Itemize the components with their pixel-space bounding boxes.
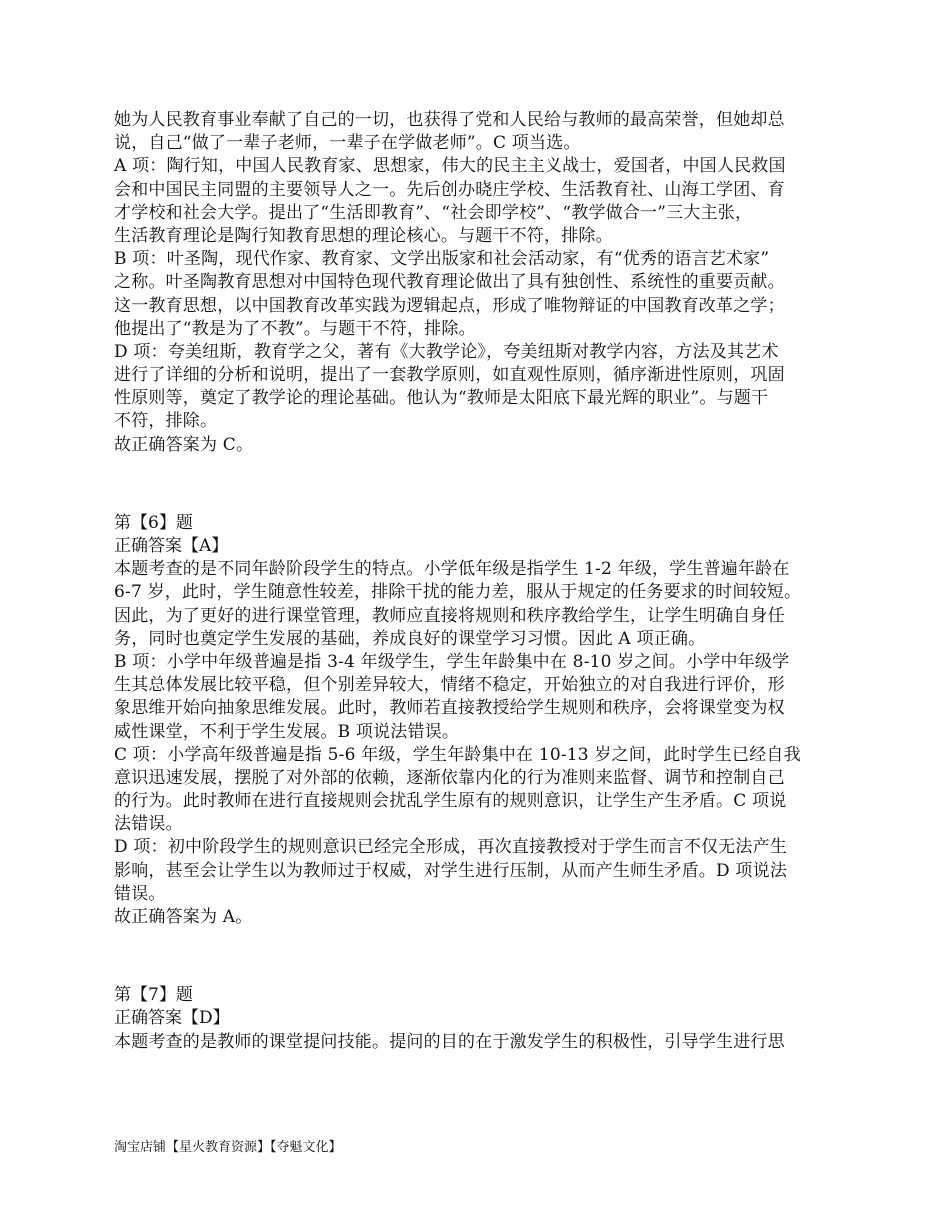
paragraph-line: B 项：叶圣陶，现代作家、教育家、文学出版家和社会活动家，有“优秀的语言艺术家” xyxy=(114,249,770,270)
section-gap xyxy=(114,457,840,512)
section-gap xyxy=(114,929,840,984)
paragraph-line: 不符，排除。 xyxy=(114,411,218,432)
paragraph-line: 法错误。 xyxy=(114,814,183,835)
paragraph-line: D 项：夸美纽斯，教育学之父，著有《大教学论》，夸美纽斯对教学内容，方法及其艺术 xyxy=(114,341,779,362)
paragraph-line: 本题考查的是不同年龄阶段学生的特点。小学低年级是指学生 1-2 年级，学生普遍年龄在 xyxy=(114,559,790,580)
paragraph-line: 务，同时也奠定学生发展的基础，养成良好的课堂学习习惯。因此 A 项正确。 xyxy=(114,628,706,649)
question-7 xyxy=(114,984,840,1054)
paragraph-line: 的行为。此时教师在进行直接规则会扰乱学生原有的规则意识，让学生产生矛盾。C 项说 xyxy=(114,791,787,812)
paragraph-line: C 项：小学高年级普遍是指 5-6 年级，学生年龄集中在 10-13 岁之间，此时学生已经自我 xyxy=(114,744,801,765)
paragraph-line: 意识迅速发展，摆脱了对外部的依赖，逐渐依靠内化的行为准则来监督、调节和控制自己 xyxy=(114,767,785,788)
paragraph-line: 她为人民教育事业奉献了自己的一切，也获得了党和人民给与教师的最高荣誉，但她却总 xyxy=(114,110,785,130)
paragraph-line: 性原则等，奠定了教学论的理论基础。他认为“教师是太阳底下最光辉的职业”。与题干 xyxy=(114,388,769,409)
paragraph-line: 象思维开始向抽象思维发展。此时，教师若直接教授给学生规则和秩序，会将课堂变为权 xyxy=(114,698,785,719)
paragraph-line: 他提出了“教是为了不教”。与题干不符，排除。 xyxy=(114,318,476,339)
paragraph-line: 威性课堂，不利于学生发展。B 项说法错误。 xyxy=(114,721,460,742)
correct-answer: 正确答案【A】 xyxy=(114,536,229,556)
final-answer-line: 故正确答案为 C。 xyxy=(114,434,254,455)
paragraph-line: 影响，甚至会让学生以为教师过于权威，对学生进行压制，从而产生师生矛盾。D 项说法 xyxy=(114,860,788,881)
paragraph-line: 才学校和社会大学。提出了“生活即教育”、“社会即学校”、“教学做合一”三大主张， xyxy=(114,202,753,223)
paragraph-line: 进行了详细的分析和说明，提出了一套教学原则，如直观性原则，循序渐进性原则，巩固 xyxy=(114,365,785,386)
paragraph-line: 会和中国民主同盟的主要领导人之一。先后创办晓庄学校、生活教育社、山海工学团、育 xyxy=(114,179,785,200)
paragraph-line: 之称。叶圣陶教育思想对中国特色现代教育理论做出了具有独创性、系统性的重要贡献。 xyxy=(114,272,785,293)
paragraph-line: 6-7 岁，此时，学生随意性较差，排除干扰的能力差，服从于规定的任务要求的时间较短。 xyxy=(114,582,802,603)
paragraph-line: 错误。 xyxy=(114,883,166,904)
paragraph-line: 说，自己“做了一辈子老师，一辈子在学做老师”。C 项当选。 xyxy=(114,133,581,154)
question-title: 第【7】题 xyxy=(114,985,193,1006)
question-title: 第【6】题 xyxy=(114,512,193,533)
q5-continuation xyxy=(114,109,840,457)
document-body xyxy=(114,109,840,1054)
question-6 xyxy=(114,512,840,929)
paragraph-line: 生其总体发展比较平稳，但个别差异较大，情绪不稳定，开始独立的对自我进行评价，形 xyxy=(114,675,785,696)
final-answer-line: 故正确答案为 A。 xyxy=(114,907,253,927)
paragraph-line: 本题考查的是教师的课堂提问技能。提问的目的在于激发学生的积极性，引导学生进行思 xyxy=(114,1031,785,1052)
page-footer: 淘宝店铺【星火教育资源】【夺魁文化】 xyxy=(114,1140,342,1155)
paragraph-line: A 项：陶行知，中国人民教育家、思想家，伟大的民主主义战士，爱国者，中国人民救国 xyxy=(114,156,786,177)
correct-answer: 正确答案【D】 xyxy=(114,1008,230,1029)
paragraph-line: 因此，为了更好的进行课堂管理，教师应直接将规则和秩序教给学生，让学生明确自身任 xyxy=(114,605,785,626)
paragraph-line: 这一教育思想，以中国教育改革实践为逻辑起点，形成了唯物辩证的中国教育改革之学； xyxy=(114,295,785,316)
paragraph-line: B 项：小学中年级普遍是指 3-4 年级学生，学生年龄集中在 8-10 岁之间。小学中年级学 xyxy=(114,651,790,672)
paragraph-line: D 项：初中阶段学生的规则意识已经完全形成，再次直接教授对于学生而言不仅无法产生 xyxy=(114,837,788,858)
paragraph-line: 生活教育理论是陶行知教育思想的理论核心。与题干不符，排除。 xyxy=(114,225,613,246)
